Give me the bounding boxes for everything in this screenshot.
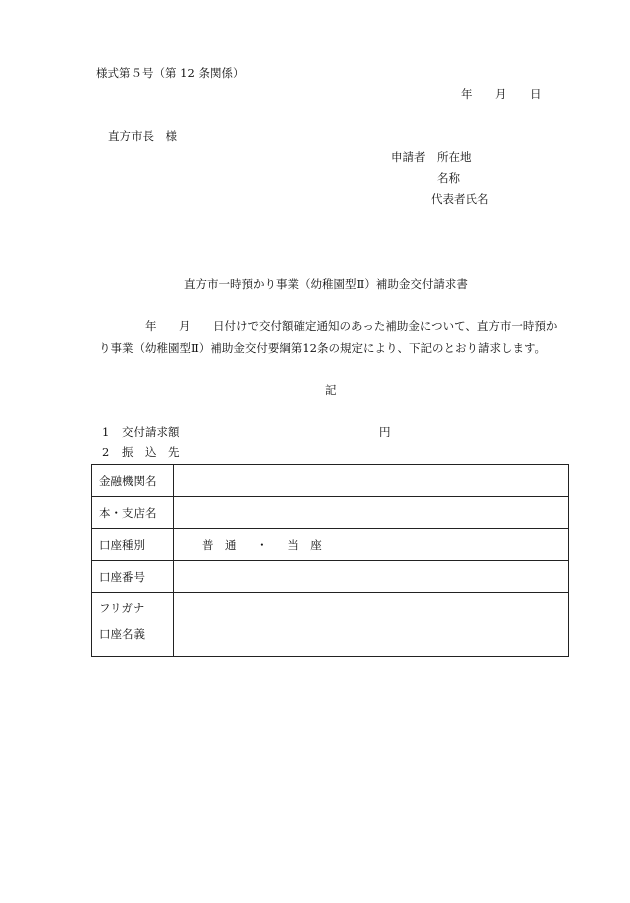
representative-label: 代表者氏名 xyxy=(431,192,489,206)
table-row xyxy=(92,529,569,561)
account-type-field xyxy=(174,529,569,561)
account-type-separator: ・ xyxy=(256,537,268,552)
body-year: 年 xyxy=(145,319,157,333)
document-title: 直方市一時預かり事業（幼稚園型Ⅱ）補助金交付請求書 xyxy=(184,277,468,291)
account-holder-field[interactable] xyxy=(174,593,569,657)
account-type-current[interactable]: 当 座 xyxy=(287,537,322,552)
form-number: 様式第５号（第 12 条関係） xyxy=(96,66,245,80)
item2-number: 2 xyxy=(102,445,110,459)
date-year-label: 年 xyxy=(461,87,473,101)
account-holder-name-label: 口座名義 xyxy=(99,627,145,641)
body-line2: り事業（幼稚園型Ⅱ）補助金交付要綱第12条の規定により、下記のとおり請求します。 xyxy=(99,341,547,355)
account-number-field[interactable] xyxy=(174,561,569,593)
table-row xyxy=(92,465,569,497)
bank-name-field[interactable] xyxy=(174,465,569,497)
address-label: 所在地 xyxy=(437,150,472,164)
ki-heading: 記 xyxy=(325,383,337,397)
body-line1: 日付けで交付額確定通知のあった補助金について、直方市一時預か xyxy=(213,319,558,333)
table-row xyxy=(92,497,569,529)
table-row xyxy=(92,561,569,593)
applicant-label: 申請者 xyxy=(391,150,426,164)
table-row xyxy=(92,593,569,657)
item1-unit: 円 xyxy=(379,425,391,439)
account-type-ordinary[interactable]: 普 通 xyxy=(202,537,237,552)
account-holder-label xyxy=(92,593,174,657)
item1-label: 交付請求額 xyxy=(122,425,180,439)
bank-name-label: 金融機関名 xyxy=(92,465,174,497)
account-number-label: 口座番号 xyxy=(92,561,174,593)
branch-name-label: 本・支店名 xyxy=(92,497,174,529)
body-month: 月 xyxy=(179,319,191,333)
date-day-label: 日 xyxy=(530,87,542,101)
name-label: 名称 xyxy=(437,171,460,185)
branch-name-field[interactable] xyxy=(174,497,569,529)
furigana-label: フリガナ xyxy=(99,601,145,615)
item1-number: 1 xyxy=(102,425,110,439)
date-month-label: 月 xyxy=(495,87,507,101)
account-type-label: 口座種別 xyxy=(92,529,174,561)
addressee: 直方市長 様 xyxy=(108,129,177,143)
bank-table xyxy=(91,464,569,657)
item2-label: 振 込 先 xyxy=(122,445,180,459)
